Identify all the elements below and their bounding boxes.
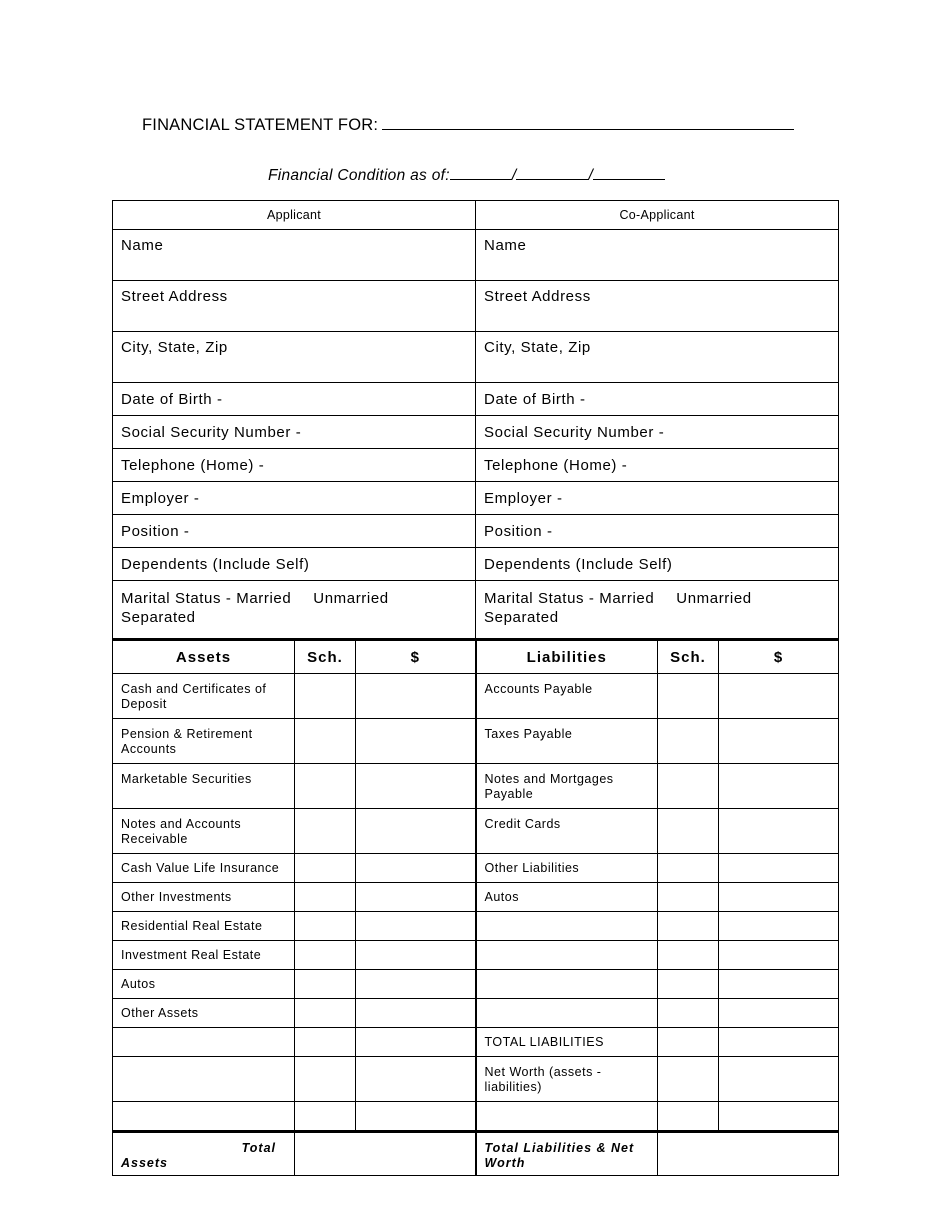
asset-sch-cell[interactable] [295, 1102, 356, 1132]
liability-sch-cell[interactable] [658, 809, 719, 854]
assets-sch-header: Sch. [295, 640, 356, 674]
asset-label: Cash and Certificates of Deposit [113, 674, 295, 719]
field-label: Telephone (Home) - [484, 456, 628, 474]
total-assets-amount[interactable] [295, 1132, 476, 1176]
asset-amount-cell[interactable] [356, 764, 476, 809]
liability-label-blank[interactable] [476, 941, 658, 970]
asset-label: Cash Value Life Insurance [113, 854, 295, 883]
liability-label-blank[interactable] [476, 999, 658, 1028]
asset-sch-cell[interactable] [295, 854, 356, 883]
form-table [112, 200, 839, 1176]
asset-label: Notes and Accounts Receivable [113, 809, 295, 854]
field-label: Name [484, 237, 527, 254]
statement-title [142, 116, 794, 135]
assets-column-header: Assets [113, 640, 295, 674]
liability-amount-cell[interactable] [719, 912, 839, 941]
asset-amount-cell[interactable] [356, 1102, 476, 1132]
co-applicant-dependents-field[interactable] [476, 548, 839, 581]
asset-amount-cell[interactable] [356, 674, 476, 719]
name-blank[interactable] [382, 117, 794, 130]
assets-dollar-header: $ [356, 640, 476, 674]
day-blank[interactable] [516, 167, 588, 180]
statement-form [112, 200, 838, 1176]
co-applicant-name-field[interactable] [476, 230, 839, 281]
liability-sch-cell[interactable] [658, 764, 719, 809]
total-assets-label-a: Total [241, 1141, 276, 1155]
asset-amount-cell[interactable] [356, 854, 476, 883]
liability-label: TOTAL LIABILITIES [476, 1028, 658, 1057]
asset-label-blank[interactable] [113, 1028, 295, 1057]
field-label: City, State, Zip [484, 339, 591, 356]
field-label: Position - [484, 522, 553, 540]
asset-label: Other Assets [113, 999, 295, 1028]
title-label: FINANCIAL STATEMENT FOR: [142, 116, 379, 134]
date-slash: / [511, 167, 517, 184]
asset-amount-cell[interactable] [356, 719, 476, 764]
marital-option-unmarried[interactable]: Unmarried [676, 590, 752, 607]
asset-label: Investment Real Estate [113, 941, 295, 970]
asset-sch-cell[interactable] [295, 809, 356, 854]
liability-amount-cell[interactable] [719, 764, 839, 809]
asset-sch-cell[interactable] [295, 912, 356, 941]
liability-amount-cell[interactable] [719, 1102, 839, 1132]
liability-sch-cell[interactable] [658, 883, 719, 912]
liability-sch-cell[interactable] [658, 674, 719, 719]
co-applicant-position-field[interactable] [476, 515, 839, 548]
field-label: Social Security Number - [121, 423, 302, 441]
field-label: Social Security Number - [484, 423, 665, 441]
liability-sch-cell[interactable] [658, 719, 719, 764]
co-applicant-header: Co-Applicant [476, 201, 839, 230]
liability-amount-cell[interactable] [719, 719, 839, 764]
liability-amount-cell[interactable] [719, 883, 839, 912]
date-slash: / [588, 167, 594, 184]
applicant-city-field[interactable] [113, 332, 476, 383]
co-applicant-employer-field[interactable] [476, 482, 839, 515]
applicant-dob-field[interactable] [113, 383, 476, 416]
asset-amount-cell[interactable] [356, 970, 476, 999]
liability-amount-cell[interactable] [719, 809, 839, 854]
liability-amount-cell[interactable] [719, 999, 839, 1028]
marital-label: Marital Status - Married [484, 590, 655, 607]
asset-sch-cell[interactable] [295, 674, 356, 719]
asset-amount-cell[interactable] [356, 1028, 476, 1057]
liability-label: Autos [476, 883, 658, 912]
liability-sch-cell[interactable] [658, 1028, 719, 1057]
applicant-position-field[interactable] [113, 515, 476, 548]
asset-label-blank[interactable] [113, 1102, 295, 1132]
asset-amount-cell[interactable] [356, 941, 476, 970]
year-blank[interactable] [593, 167, 665, 180]
total-liabilities-networth-amount[interactable] [658, 1132, 839, 1176]
asset-amount-cell[interactable] [356, 1057, 476, 1102]
field-label: Date of Birth - [121, 390, 223, 408]
field-label: Dependents (Include Self) [484, 555, 673, 573]
co-applicant-ssn-field[interactable] [476, 416, 839, 449]
liability-amount-cell[interactable] [719, 1057, 839, 1102]
month-blank[interactable] [450, 167, 512, 180]
field-label: City, State, Zip [121, 339, 228, 356]
field-label: Position - [121, 522, 190, 540]
liabilities-dollar-header: $ [719, 640, 839, 674]
applicant-header: Applicant [113, 201, 476, 230]
asset-label: Autos [113, 970, 295, 999]
asset-sch-cell[interactable] [295, 1057, 356, 1102]
applicant-ssn-field[interactable] [113, 416, 476, 449]
liability-amount-cell[interactable] [719, 970, 839, 999]
field-label: Street Address [484, 288, 591, 305]
liability-label: Notes and Mortgages Payable [476, 764, 658, 809]
applicant-phone-field[interactable] [113, 449, 476, 482]
liability-amount-cell[interactable] [719, 941, 839, 970]
asset-sch-cell[interactable] [295, 719, 356, 764]
applicant-marital-field[interactable] [113, 581, 476, 640]
asset-amount-cell[interactable] [356, 912, 476, 941]
asset-sch-cell[interactable] [295, 999, 356, 1028]
liability-label-blank[interactable] [476, 912, 658, 941]
asset-sch-cell[interactable] [295, 883, 356, 912]
liability-sch-cell[interactable] [658, 912, 719, 941]
liability-label: Credit Cards [476, 809, 658, 854]
liability-label: Accounts Payable [476, 674, 658, 719]
liability-sch-cell[interactable] [658, 941, 719, 970]
liability-label-blank[interactable] [476, 970, 658, 999]
liability-amount-cell[interactable] [719, 1028, 839, 1057]
asset-amount-cell[interactable] [356, 883, 476, 912]
field-label: Date of Birth - [484, 390, 586, 408]
applicant-name-field[interactable] [113, 230, 476, 281]
field-label: Employer - [121, 489, 200, 507]
marital-option-separated[interactable]: Separated [484, 609, 559, 626]
applicant-street-field[interactable] [113, 281, 476, 332]
applicant-employer-field[interactable] [113, 482, 476, 515]
asset-sch-cell[interactable] [295, 1028, 356, 1057]
asset-amount-cell[interactable] [356, 999, 476, 1028]
co-applicant-street-field[interactable] [476, 281, 839, 332]
asset-amount-cell[interactable] [356, 809, 476, 854]
co-applicant-marital-field[interactable] [476, 581, 839, 640]
asset-label-blank[interactable] [113, 1057, 295, 1102]
field-label: Street Address [121, 288, 228, 305]
liability-sch-cell[interactable] [658, 999, 719, 1028]
liability-label: Other Liabilities [476, 854, 658, 883]
total-assets-label-b: Assets [121, 1156, 168, 1170]
liabilities-column-header: Liabilities [476, 640, 658, 674]
asset-label: Marketable Securities [113, 764, 295, 809]
condition-line [268, 167, 665, 185]
liability-sch-cell[interactable] [658, 1102, 719, 1132]
liability-sch-cell[interactable] [658, 1057, 719, 1102]
marital-label: Marital Status - Married [121, 590, 292, 607]
field-label: Employer - [484, 489, 563, 507]
co-applicant-dob-field[interactable] [476, 383, 839, 416]
asset-label: Residential Real Estate [113, 912, 295, 941]
total-liabilities-networth-label: Total Liabilities & Net Worth [476, 1132, 658, 1176]
liability-label: Taxes Payable [476, 719, 658, 764]
asset-sch-cell[interactable] [295, 970, 356, 999]
liability-label: Net Worth (assets - liabilities) [476, 1057, 658, 1102]
field-label: Dependents (Include Self) [121, 555, 310, 573]
asset-sch-cell[interactable] [295, 941, 356, 970]
liabilities-sch-header: Sch. [658, 640, 719, 674]
liability-sch-cell[interactable] [658, 970, 719, 999]
field-label: Name [121, 237, 164, 254]
condition-label: Financial Condition as of: [268, 167, 450, 184]
marital-option-unmarried[interactable]: Unmarried [313, 590, 389, 607]
applicant-dependents-field[interactable] [113, 548, 476, 581]
liability-amount-cell[interactable] [719, 674, 839, 719]
co-applicant-phone-field[interactable] [476, 449, 839, 482]
liability-label-blank[interactable] [476, 1102, 658, 1132]
field-label: Telephone (Home) - [121, 456, 265, 474]
asset-sch-cell[interactable] [295, 764, 356, 809]
liability-sch-cell[interactable] [658, 854, 719, 883]
marital-option-separated[interactable]: Separated [121, 609, 196, 626]
asset-label: Pension & Retirement Accounts [113, 719, 295, 764]
liability-amount-cell[interactable] [719, 854, 839, 883]
total-assets-label [113, 1132, 295, 1176]
co-applicant-city-field[interactable] [476, 332, 839, 383]
asset-label: Other Investments [113, 883, 295, 912]
